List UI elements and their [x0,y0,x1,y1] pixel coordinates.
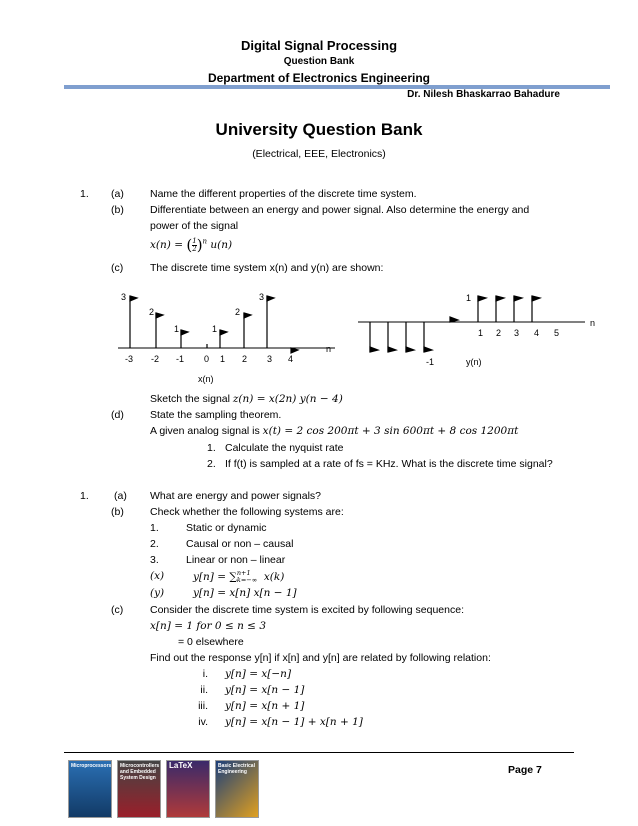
q1d-sub1-text: Calculate the nyquist rate [225,442,344,454]
q1d-sub2-num: 2. [207,458,216,470]
q2a-label: (a) [114,490,127,502]
xn-value-label: 2 [149,307,155,317]
q1c-text: The discrete time system x(n) and y(n) are shown: [150,262,384,274]
yn-flag [424,347,432,352]
q1b-label: (b) [111,204,124,216]
q2c-item-num: i. [202,668,208,680]
q2b-eq-y-label: (y) [150,587,165,599]
yn-tick-label: 1 [478,328,484,338]
q2c-item-eq: y[n] = x[n + 1] [225,700,305,712]
q1b-eq-lhs: x(n) = [150,239,187,251]
xn-stem-plot [110,286,345,386]
yn-flag [496,296,504,301]
xn-flag-n-3 [130,296,137,301]
xn-tick-label: 1 [220,354,226,364]
book-cover-latex [166,760,210,818]
page-number: Page 7 [508,764,542,776]
yn-tick-label: 4 [534,328,540,338]
q2b-text: Check whether the following systems are: [150,506,344,518]
book-title: Microprocessors [71,763,112,769]
q1d-sub1-num: 1. [207,442,216,454]
q1b-eq-rhs: u(n) [210,239,233,251]
yn-stem-plot [350,286,610,376]
page-subtitle: (Electrical, EEE, Electronics) [252,148,386,160]
xn-tick-label: 3 [267,354,273,364]
yn-tick-label: 5 [554,328,560,338]
xn-value-label: 1 [174,324,180,334]
header-department: Department of Electronics Engineering [207,71,431,85]
page-title: University Question Bank [215,120,423,139]
q1d-analog-line [150,425,518,437]
book-title: Microcontrollers and Embedded System Design [120,763,160,781]
q2b-eq-x-sum: ∑ [229,571,237,583]
q1d-text: State the sampling theorem. [150,409,282,421]
q1d-sub2-text: If f(t) is sampled at a rate of fs = KHz. What is the discrete time signal? [225,458,553,470]
q2c-item-eq: y[n] = x[n − 1] [225,684,305,696]
xn-value-label: 1 [212,324,218,334]
footer-rule [64,752,574,753]
header-doc-type: Question Bank [283,56,355,67]
xn-tick-label: -3 [125,354,134,364]
q2b-label: (b) [111,506,124,518]
q2b-item-num: 3. [150,554,159,566]
q1a-label: (a) [111,188,124,200]
xn-flag-n3 [267,296,274,301]
yn-axis-label: n [590,318,596,328]
q1-sketch-line [150,393,343,405]
q1b-text-line2: power of the signal [150,220,239,232]
q2b-item-text: Linear or non – linear [186,554,286,566]
q1a-text: Name the different properties of the discrete time system. [150,188,417,200]
q2c-item-eq: y[n] = x[−n] [225,668,292,680]
yn-flag [450,317,458,322]
q2a-text: What are energy and power signals? [150,490,322,502]
xn-flag-n-1 [181,330,188,335]
q2-number: 1. [80,490,89,502]
q2b-eq-x [193,570,284,584]
q1d-analog-prefix: A given analog signal is [150,425,263,437]
xn-tick-label: 4 [288,354,294,364]
q2b-eq-x-lower: k=−∞ [236,576,258,584]
q2c-item-num: ii. [200,684,208,696]
q2b-eq-x-lhs: y[n] = [193,571,230,583]
q2c-item-num: iv. [198,716,208,728]
xn-caption: x(n) [198,374,214,384]
q1-sketch-eq: z(n) = x(2n) y(n − 4) [232,393,343,405]
xn-axis-label: n [326,344,332,354]
q2c-label: (c) [111,604,124,616]
xn-value-label: 2 [235,307,241,317]
q2c-eq2: = 0 elsewhere [178,636,244,648]
yn-tick-label: 2 [496,328,502,338]
q1b-eq-frac-num: 1 [192,236,197,245]
yn-flag [388,347,396,352]
yn-flag [406,347,414,352]
xn-flag-n1 [220,330,227,335]
q1d-analog-eq: x(t) = 2 cos 200πt + 3 sin 600πt + 8 cos 1200πt [262,425,519,437]
yn-flag [370,347,378,352]
q1-number: 1. [80,188,89,200]
yn-value-label: 1 [466,293,472,303]
q2c-item-eq: y[n] = x[n − 1] + x[n + 1] [225,716,363,728]
book-title: Basic Electrical Engineering [218,763,255,775]
yn-caption: y(n) [466,357,482,367]
q2c-text: Consider the discrete time system is excited by following sequence: [150,604,464,616]
q1d-label: (d) [111,409,124,421]
xn-value-label: 3 [121,292,127,302]
xn-tick-label: -2 [151,354,160,364]
book-cover-electrical [215,760,259,818]
yn-flag [532,296,540,301]
q2c-item-num: iii. [198,700,208,712]
header-subject: Digital Signal Processing [240,38,398,53]
q2b-eq-x-upper: n+1 [236,569,251,577]
q2b-item-num: 1. [150,522,159,534]
book-cover-microprocessors [68,760,112,818]
yn-flag [478,296,486,301]
yn-tick-label: -1 [426,357,435,367]
yn-flag [514,296,522,301]
xn-tick-label: 2 [242,354,248,364]
yn-tick-label: 3 [514,328,520,338]
header-author: Dr. Nilesh Bhaskarrao Bahadure [407,89,560,100]
xn-value-label: 3 [259,292,265,302]
xn-tick-label: -1 [176,354,185,364]
q2b-item-num: 2. [150,538,159,550]
q2b-eq-x-rhs: x(k) [263,571,285,583]
xn-flag-n4 [291,348,298,353]
q2c-eq1: x[n] = 1 for 0 ≤ n ≤ 3 [150,620,267,632]
book-cover-microcontrollers [117,760,161,818]
q2c-find: Find out the response y[n] if x[n] and y[n] are related by following relation: [150,652,491,664]
q1b-eq-frac-den: 2 [192,244,197,253]
xn-flag-n-2 [156,313,163,318]
q2b-item-text: Causal or non – causal [186,538,294,550]
xn-tick-label: 0 [204,354,210,364]
xn-flag-n2 [244,313,251,318]
q2b-item-text: Static or dynamic [186,522,267,534]
q2b-eq-y: y[n] = x[n] x[n − 1] [193,587,297,599]
q1b-eq-exp: n [202,237,208,246]
q1-sketch-prefix: Sketch the signal [150,393,233,405]
book-title: LaTeX [169,761,193,770]
q1c-label: (c) [111,262,124,274]
q1b-text-line1: Differentiate between an energy and power signal. Also determine the energy and [150,204,530,216]
q2b-eq-x-limits [237,570,257,584]
q2b-eq-x-label: (x) [150,570,165,582]
q1b-equation: x(n) = ( $\frac{1}{2}$ )$^n$ u(n) [150,236,233,254]
